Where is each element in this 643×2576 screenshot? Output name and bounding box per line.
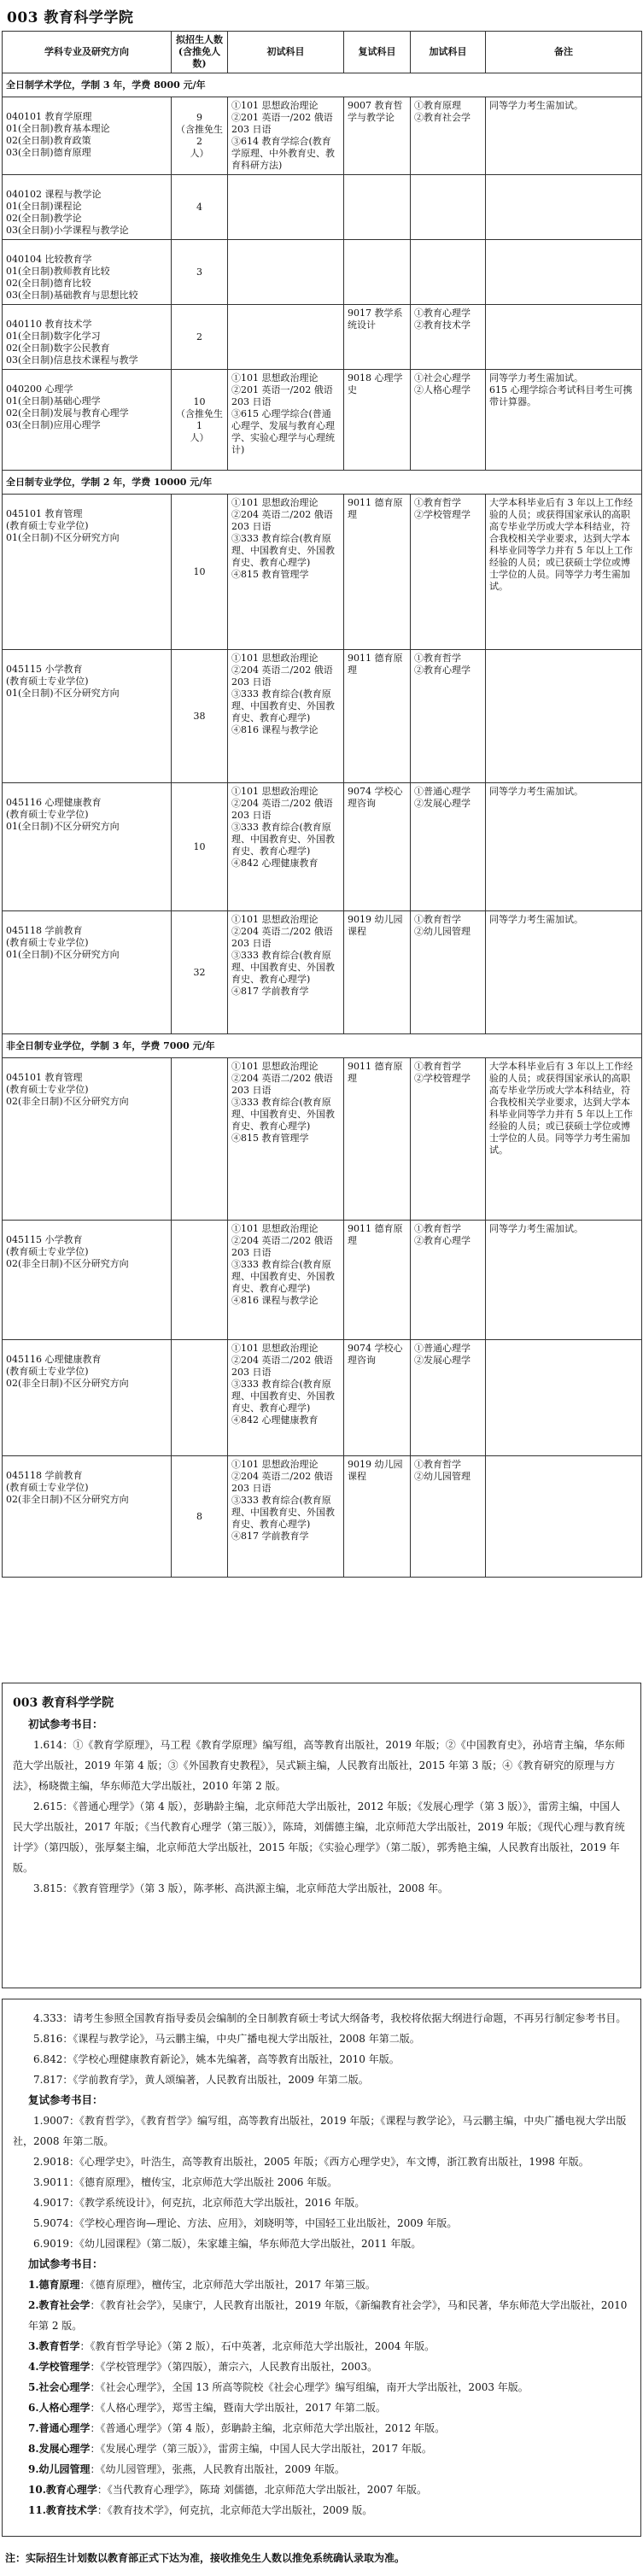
extra-references-list (13, 2274, 630, 2520)
major-cell: 040101 教育学原理 01(全日制)教育基本理论 02(全日制)教育政策 03(全日制)德育原理 (3, 97, 172, 175)
header-quota: 拟招生人数 (含推免人数) (172, 32, 228, 73)
initial-exam-cell: ①101 思想政治理论 ②201 英语一/202 俄语 203 日语 ③615 心理学综合(普通心理学、发展与教育心理学、实验心理学与心理统计) (228, 370, 344, 471)
retest-cell: 9011 德育原理 (344, 650, 411, 783)
section-row (3, 1034, 642, 1058)
extra-exam-cell (411, 240, 486, 305)
reference-item: 4.9017：《教学系统设计》，何克抗，北京师范大学出版社，2016 年版。 (33, 2197, 365, 2209)
retest-cell: 9017 教学系统设计 (344, 305, 411, 370)
reference-item (13, 2377, 630, 2397)
quota-cell (172, 1340, 228, 1456)
table-row (3, 1456, 642, 1578)
retest-cell: 9019 幼儿园课程 (344, 911, 411, 1034)
table-row (3, 1340, 642, 1456)
retest-cell: 9011 德育原理 (344, 1058, 411, 1221)
retest-cell: 9018 心理学史 (344, 370, 411, 471)
footnote: 注：实际招生计划数以教育部正式下达为准，接收推免生人数以推免系统确认录取为准。 (5, 2552, 406, 2564)
reference-subject: 1.德育原理 (28, 2279, 80, 2291)
reference-item: 1.614：①《教育学原理》，马工程《教育学原理》编写组，高等教育出版社，2019 年版；②《中国教育史》，孙培青主编，华东师范大学出版社，2019 年第 4 版；③《外国教育史教程》，吴式颖主编，人民教育出版社，2015 年第 3 版；④《教育研究的原理与方法》，杨晓微主编，华东师范大学出版社，2010 年第 2 版。 (13, 1739, 625, 1792)
major-cell: 045101 教育管理 (教育硕士专业学位) 02(非全日制)不区分研究方向 (3, 1058, 172, 1221)
reference-item (13, 2295, 630, 2336)
note-cell: 同等学力考生需加试。 (486, 1221, 642, 1340)
note-cell: 同等学力考生需加试。 615 心理学综合考试科目考生可携带计算器。 (486, 370, 642, 471)
table-row (3, 305, 642, 370)
reference-item: 2.615：《普通心理学》（第 4 版），彭聃龄主编，北京师范大学出版社，2012 年版；《发展心理学（第 3 版）》，雷雳主编，中国人民大学出版社，2017 年版；《当代教育心理学（第三版）》，陈琦，刘儒德主编，北京师范大学出版社，2019 年版；《现代心理与教育统计学》（第四版），张厚粲主编，北京师范大学出版社，2015 年版；《实验心理学》（第二版），郭秀艳主编，人民教育出版社，2019 年版。 (13, 1800, 625, 1874)
note-cell: 大学本科毕业后有 3 年以上工作经验的人员；或获得国家承认的高职高专毕业学历或大学本科结业，符合我校相关学业要求，达到大学本科毕业同等学力并有 5 年以上工作经验的人员；或已获硕士学位或博士学位的人员。同等学力考生需加试。 (486, 1058, 642, 1221)
note-cell (486, 305, 642, 370)
initial-references-box (2, 1683, 641, 1988)
major-cell: 045116 心理健康教育 (教育硕士专业学位) 02(非全日制)不区分研究方向 (3, 1340, 172, 1456)
note-cell (486, 650, 642, 783)
header-major: 学科专业及研究方向 (3, 32, 172, 73)
reference-item (13, 2274, 630, 2295)
retest-cell: 9011 德育原理 (344, 495, 411, 650)
reference-item: 4.333：请考生参照全国教育指导委员会编制的全日制教育硕士考试大纲备考，我校将依据大纲进行命题，不再另行制定参考书目。 (33, 2012, 627, 2024)
retest-cell (344, 240, 411, 305)
table-row (3, 370, 642, 471)
extra-exam-cell: ①社会心理学 ②人格心理学 (411, 370, 486, 471)
reference-subject: 2.教育社会学 (28, 2299, 91, 2311)
reference-item: 5.9074：《学校心理咨询—理论、方法、应用》，刘晓明等，中国轻工业出版社，2009 年版。 (33, 2217, 458, 2229)
enrollment-table (2, 31, 642, 1578)
initial-exam-cell: ①101 思想政治理论 ②204 英语二/202 俄语 203 日语 ③333 教育综合(教育原理、中国教育史、外国教育史、教育心理学) ④816 课程与教学论 (228, 650, 344, 783)
extra-exam-cell: ①教育哲学 ②幼儿园管理 (411, 1456, 486, 1578)
more-references-box (2, 1999, 641, 2537)
section-row (3, 471, 642, 495)
quota-cell: 10 (172, 495, 228, 650)
reference-text: ：《社会心理学》，全国 13 所高等院校《社会心理学》编写组编，南开大学出版社，2003 年版。 (90, 2381, 529, 2393)
table-row (3, 1058, 642, 1221)
reference-item (13, 2397, 630, 2418)
major-cell: 045118 学前教育 (教育硕士专业学位) 02(非全日制)不区分研究方向 (3, 1456, 172, 1578)
extra-exam-cell: ①普通心理学 ②发展心理学 (411, 783, 486, 911)
extra-exam-cell: ①教育哲学 ②教育心理学 (411, 1221, 486, 1340)
quota-cell: 32 (172, 911, 228, 1034)
reference-item (13, 2356, 630, 2377)
reference-item (13, 2500, 630, 2520)
note-cell (486, 1456, 642, 1578)
section-title: 全日制学术学位，学制 3 年，学费 8000 元/年 (3, 73, 642, 97)
retest-cell: 9007 教育哲学与教学论 (344, 97, 411, 175)
extra-exam-cell: ①教育心理学 ②教育技术学 (411, 305, 486, 370)
header-note: 备注 (486, 32, 642, 73)
quota-cell: 10 （含推免生 1 人） (172, 370, 228, 471)
reference-item: 3.815：《教育管理学》（第 3 版），陈孝彬、高洪源主编，北京师范大学出版社，2008 年。 (33, 1882, 448, 1894)
retest-references-heading: 复试参考书目： (28, 2093, 103, 2106)
quota-cell: 3 (172, 240, 228, 305)
reference-text: ：《教育哲学导论》（第 2 版），石中英著，北京师范大学出版社，2004 年版。 (79, 2340, 435, 2352)
section-title: 非全日制专业学位，学制 3 年，学费 7000 元/年 (3, 1034, 642, 1058)
major-cell: 040104 比较教育学 01(全日制)教师教育比较 02(全日制)德育比较 03(全日制)基础教育与思想比较 (3, 240, 172, 305)
reference-item (13, 2418, 630, 2438)
header-retest: 复试科目 (344, 32, 411, 73)
initial-references-heading: 初试参考书目： (28, 1718, 103, 1730)
major-cell: 045116 心理健康教育 (教育硕士专业学位) 01(全日制)不区分研究方向 (3, 783, 172, 911)
header-initial-exam: 初试科目 (228, 32, 344, 73)
initial-exam-cell: ①101 思想政治理论 ②204 英语二/202 俄语 203 日语 ③333 教育综合(教育原理、中国教育史、外国教育史、教育心理学) ④817 学前教育学 (228, 1456, 344, 1578)
table-row (3, 783, 642, 911)
extra-exam-cell: ①教育哲学 ②学校管理学 (411, 1058, 486, 1221)
retest-cell (344, 175, 411, 240)
section-row (3, 73, 642, 97)
quota-cell (172, 1058, 228, 1221)
header-extra-exam: 加试科目 (411, 32, 486, 73)
quota-cell (172, 1221, 228, 1340)
quota-cell: 4 (172, 175, 228, 240)
quota-cell: 10 (172, 783, 228, 911)
initial-exam-cell (228, 305, 344, 370)
section-title: 全日制专业学位，学制 2 年，学费 10000 元/年 (3, 471, 642, 495)
quota-cell: 9 （含推免生 2 人） (172, 97, 228, 175)
extra-exam-cell: ①普通心理学 ②发展心理学 (411, 1340, 486, 1456)
initial-exam-cell: ①101 思想政治理论 ②204 英语二/202 俄语 203 日语 ③333 教育综合(教育原理、中国教育史、外国教育史、教育心理学) ④816 课程与教学论 (228, 1221, 344, 1340)
table-row (3, 240, 642, 305)
major-cell: 045118 学前教育 (教育硕士专业学位) 01(全日制)不区分研究方向 (3, 911, 172, 1034)
initial-exam-cell (228, 175, 344, 240)
table-row (3, 495, 642, 650)
extra-exam-cell: ①教育哲学 ②教育心理学 (411, 650, 486, 783)
initial-exam-cell (228, 240, 344, 305)
reference-item (13, 2438, 630, 2459)
reference-item: 2.9018：《心理学史》，叶浩生，高等教育出版社，2005 年版；《西方心理学史》，车文博，浙江教育出版社，1998 年版。 (33, 2156, 589, 2168)
table-header-row (3, 32, 642, 73)
reference-subject: 4.学校管理学 (28, 2361, 91, 2373)
reference-subject: 10.教育心理学 (28, 2484, 97, 2496)
reference-item: 7.817：《学前教育学》，黄人颂编著，人民教育出版社，2009 年第二版。 (33, 2074, 369, 2086)
initial-exam-cell: ①101 思想政治理论 ②204 英语二/202 俄语 203 日语 ③333 教育综合(教育原理、中国教育史、外国教育史、教育心理学) ④842 心理健康教育 (228, 783, 344, 911)
note-cell (486, 1340, 642, 1456)
table-row (3, 911, 642, 1034)
reference-item: 5.816：《课程与教学论》，马云鹏主编，中央广播电视大学出版社，2008 年第二版。 (33, 2033, 420, 2045)
extra-exam-cell: ①教育哲学 ②学校管理学 (411, 495, 486, 650)
note-cell: 同等学力考生需加试。 (486, 911, 642, 1034)
quota-cell: 38 (172, 650, 228, 783)
initial-exam-cell: ①101 思想政治理论 ②201 英语一/202 俄语 203 日语 ③614 教育学综合(教育学原理、中外教育史、教育科研方法) (228, 97, 344, 175)
retest-cell: 9011 德育原理 (344, 1221, 411, 1340)
reference-item: 6.9019：《幼儿园课程》（第二版），朱家雄主编，华东师范大学出版社，2011 年版。 (33, 2238, 422, 2250)
reference-item: 1.9007：《教育哲学》，《教育哲学》编写组，高等教育出版社，2019 年版；《课程与教学论》，马云鹏主编，中央广播电视大学出版社，2008 年第二版。 (13, 2115, 627, 2147)
reference-text: ：《教育社会学》，吴康宁，人民教育出版社，2019 年版，《新编教育社会学》，马和民著，华东师范大学出版社，2010 年第 2 版。 (28, 2299, 628, 2332)
retest-cell: 9074 学校心理咨询 (344, 1340, 411, 1456)
reference-text: ：《学校管理学》（第四版），萧宗六，人民教育出版社，2003。 (90, 2361, 378, 2373)
reference-text: ：《当代教育心理学》，陈琦 刘儒德，北京师范大学出版社，2007 年版。 (96, 2484, 428, 2496)
major-cell: 045115 小学教育 (教育硕士专业学位) 02(非全日制)不区分研究方向 (3, 1221, 172, 1340)
initial-exam-cell: ①101 思想政治理论 ②204 英语二/202 俄语 203 日语 ③333 教育综合(教育原理、中国教育史、外国教育史、教育心理学) ④815 教育管理学 (228, 1058, 344, 1221)
note-cell: 同等学力考生需加试。 (486, 783, 642, 911)
reference-item (13, 2459, 630, 2479)
quota-cell: 2 (172, 305, 228, 370)
note-cell: 大学本科毕业后有 3 年以上工作经验的人员；或获得国家承认的高职高专毕业学历或大学本科结业，符合我校相关学业要求，达到大学本科毕业同等学力并有 5 年以上工作经验的人员；或已获硕士学位或博士学位的人员。同等学力考生需加试。 (486, 495, 642, 650)
note-cell (486, 240, 642, 305)
reference-text: ：《教育技术学》，何克抗，北京师范大学出版社，2009 版。 (96, 2504, 373, 2516)
major-cell: 045101 教育管理 (教育硕士专业学位) 01(全日制)不区分研究方向 (3, 495, 172, 650)
extra-exam-cell: ①教育原理 ②教育社会学 (411, 97, 486, 175)
references-title: 003 教育科学学院 (13, 1696, 114, 1710)
reference-subject: 3.教育哲学 (28, 2340, 80, 2352)
reference-text: ：《人格心理学》，郑雪主编，暨南大学出版社，2017 年第二版。 (90, 2402, 386, 2414)
table-row (3, 650, 642, 783)
retest-cell: 9019 幼儿园课程 (344, 1456, 411, 1578)
reference-text: ：《普通心理学》（第 4 版），彭聃龄主编，北京师范大学出版社，2012 年版。 (90, 2422, 446, 2434)
major-cell: 040200 心理学 01(全日制)基础心理学 02(全日制)发展与教育心理学 03(全日制)应用心理学 (3, 370, 172, 471)
reference-subject: 7.普通心理学 (28, 2422, 91, 2434)
table-row (3, 1221, 642, 1340)
table-row (3, 175, 642, 240)
college-title: 003 教育科学学院 (7, 9, 134, 26)
reference-item: 6.842：《学校心理健康教育新论》，姚本先编著，高等教育出版社，2010 年版。 (33, 2053, 400, 2065)
retest-cell: 9074 学校心理咨询 (344, 783, 411, 911)
initial-exam-cell: ①101 思想政治理论 ②204 英语二/202 俄语 203 日语 ③333 教育综合(教育原理、中国教育史、外国教育史、教育心理学) ④815 教育管理学 (228, 495, 344, 650)
major-cell: 045115 小学教育 (教育硕士专业学位) 01(全日制)不区分研究方向 (3, 650, 172, 783)
reference-item (13, 2479, 630, 2500)
reference-text: ：《幼儿园管理》，张燕，人民教育出版社，2009 年版。 (90, 2463, 345, 2475)
reference-subject: 11.教育技术学 (28, 2504, 97, 2516)
initial-exam-cell: ①101 思想政治理论 ②204 英语二/202 俄语 203 日语 ③333 教育综合(教育原理、中国教育史、外国教育史、教育心理学) ④817 学前教育学 (228, 911, 344, 1034)
reference-item: 3.9011：《德育原理》，檀传宝，北京师范大学出版社 2006 年版。 (33, 2176, 338, 2188)
extra-exam-cell: ①教育哲学 ②幼儿园管理 (411, 911, 486, 1034)
extra-exam-cell (411, 175, 486, 240)
reference-subject: 6.人格心理学 (28, 2402, 91, 2414)
note-cell (486, 175, 642, 240)
reference-text: ：《发展心理学（第三版）》，雷雳主编，中国人民大学出版社，2017 年版。 (90, 2443, 432, 2455)
extra-references-heading: 加试参考书目： (28, 2257, 103, 2270)
major-cell: 040110 教育技术学 01(全日制)数字化学习 02(全日制)数字公民教育 03(全日制)信息技术课程与教学 (3, 305, 172, 370)
reference-subject: 9.幼儿园管理 (28, 2463, 91, 2475)
initial-exam-cell: ①101 思想政治理论 ②204 英语二/202 俄语 203 日语 ③333 教育综合(教育原理、中国教育史、外国教育史、教育心理学) ④842 心理健康教育 (228, 1340, 344, 1456)
major-cell: 040102 课程与教学论 01(全日制)课程论 02(全日制)教学论 03(全日制)小学课程与教学论 (3, 175, 172, 240)
note-cell: 同等学力考生需加试。 (486, 97, 642, 175)
reference-subject: 8.发展心理学 (28, 2443, 91, 2455)
table-row (3, 97, 642, 175)
reference-item (13, 2336, 630, 2356)
reference-subject: 5.社会心理学 (28, 2381, 91, 2393)
reference-text: ：《德育原理》，檀传宝，北京师范大学出版社，2017 年第三版。 (79, 2279, 376, 2291)
quota-cell: 8 (172, 1456, 228, 1578)
